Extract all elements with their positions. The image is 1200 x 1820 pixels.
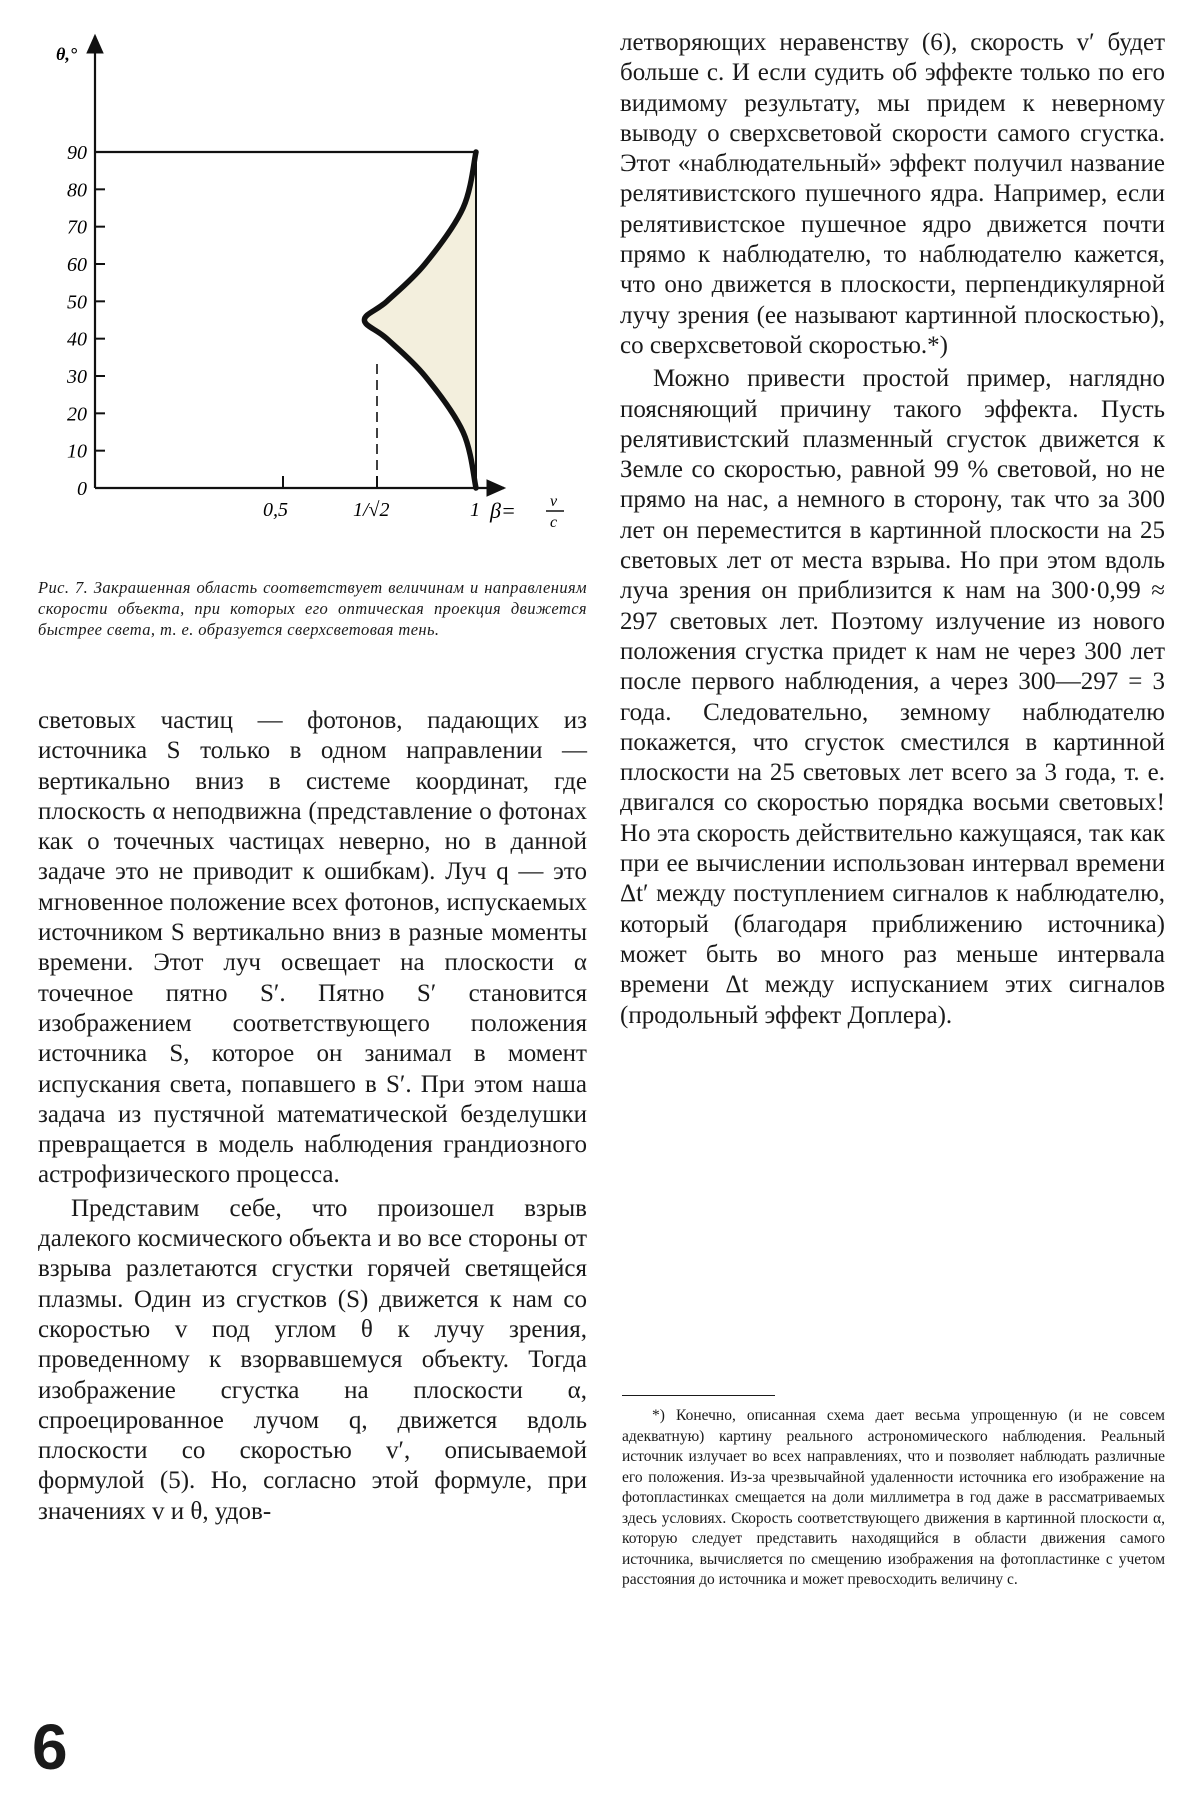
- caption-text: Рис. 7. Закрашенная область соответствует величинам и направлениям скорости объекта, при которых его оптическая проекция движется быстрее света, т. е. образуется сверхсветовая тень.: [38, 578, 587, 639]
- left-column: [38, 706, 587, 1527]
- y-tick-label-80: 80: [67, 179, 87, 202]
- shaded-region: [364, 152, 476, 488]
- x-tick-label-half: 0,5: [263, 499, 288, 521]
- y-tick-label-40: 40: [67, 328, 87, 351]
- right-paragraph-1: летворяющих неравенству (6), скорость v′ будет больше c. И если судить об эффекте только по его видимому результату, мы придем к неверному выводу о сверхсветовой скорости самого сгустка. Этот «наблюдательный» эффект получил название релятивистского пушечного ядра. Например, если релятивистское пушечное ядро движется почти прямо к наблюдателю, то наблюдателю кажется, что оно движется в плоскости, перпендикулярной лучу зрения (ее называют картинной плоскостью), со сверхсветовой скоростью.*): [620, 29, 1165, 359]
- y-axis-label: θ,°: [56, 44, 78, 64]
- left-paragraph-1: световых частиц — фотонов, падающих из источника S только в одном направлении — вертикально вниз в системе координат, где плоскость α неподвижна (представление о фотонах как о точечных частицах неверно, но в данной задаче это не приводит к ошибкам). Луч q — это мгновенное положение всех фотонов, испускаемых источником S вертикально вниз в разные моменты времени. Этот луч освещает на плоскости α точечное пятно S′. Пятно S′ становится изображением соответствующего положения источника S, которое он занимал в момент испускания света, попавшего в S′. При этом наша задача из пустячной математической безделушки превращается в модель наблюдения грандиозного астрофизического процесса.: [38, 707, 587, 1189]
- x-tick-label-sqrt: 1/√2: [353, 499, 390, 521]
- footnote: [622, 1406, 1165, 1591]
- y-tick-label-70: 70: [67, 216, 87, 239]
- y-tick-label-60: 60: [67, 254, 87, 276]
- x-axis-fraction-den: c: [550, 514, 558, 531]
- footnote-text: *) Конечно, описанная схема дает весьма упрощенную (и не совсем адекватную) картину реального астрономического наблюдения. Реальный источник излучает во всех направлениях, что и позволяет наблюдать различные его положения. Из-за чрезвычайной удаленности источника его изображение на фотопластинках смещается на доли миллиметра в год даже в рассматриваемых здесь условиях. Скорость соответствующего движения в картинной плоскости α, которую следует представить находящийся в области движения самого источника, вычисляется по смещению изображения на фотопластинке с учетом расстояния до источника и может превосходить величину c.: [622, 1407, 1165, 1588]
- page-number: 6: [32, 1711, 68, 1783]
- y-tick-label-10: 10: [67, 440, 87, 463]
- right-paragraph-2: Можно привести простой пример, наглядно поясняющий причину такого эффекта. Пусть релятивистский плазменный сгусток движется к Земле со скоростью, равной 99 % световой, но не прямо на нас, а немного в сторону, так что за 300 лет он переместится в картинной плоскости на 25 световых лет от места взрыва. Но при этом вдоль луча зрения он приблизится к нам на 300·0,99 ≈ 297 световых лет. Поэтому излучение из нового положения сгустка придет к нам не через 300 лет после первого наблюдения, а через 300—297 = 3 года. Следовательно, земному наблюдателю покажется, что сгусток сместился в картинной плоскости на 25 световых лет всего за 3 года, т. е. двигался со скоростью порядка восьми световых! Но эта скорость действительно кажущаяся, так как при ее вычислении использован интервал времени Δt′ между поступлением сигналов к наблюдателю, который (благодаря приближению источника) может быть во много раз меньше интервала времени Δt между испусканием этих сигналов (продольный эффект Доплера).: [620, 365, 1165, 1029]
- x-axis-symbol: β=: [490, 498, 516, 523]
- y-ticks: [66, 142, 105, 500]
- right-column: [620, 28, 1165, 1031]
- y-tick-label-0: 0: [77, 478, 87, 500]
- figure-graph: [38, 28, 598, 548]
- y-tick-label-20: 20: [67, 403, 87, 426]
- y-tick-label-30: 30: [67, 366, 87, 388]
- footnote-divider: [622, 1395, 775, 1396]
- x-tick-label-one: 1: [470, 499, 480, 521]
- x-axis-fraction-num: v: [550, 493, 558, 510]
- figure-caption: [38, 577, 587, 640]
- left-paragraph-2: Представим себе, что произошел взрыв далекого космического объекта и во все стороны от взрыва разлетаются сгустки горячей светящейся плазмы. Один из сгустков (S) движется к нам со скоростью v под углом θ к лучу зрения, проведенному к взорвавшемуся объекту. Тогда изображение сгустка на плоскости α, спроецированное лучом q, движется вдоль плоскости со скоростью v′, описываемой формулой (5). Но, согласно этой формуле, при значениях v и θ, удов-: [38, 1194, 587, 1525]
- y-tick-label-50: 50: [67, 291, 87, 314]
- y-tick-label-90: 90: [67, 142, 87, 164]
